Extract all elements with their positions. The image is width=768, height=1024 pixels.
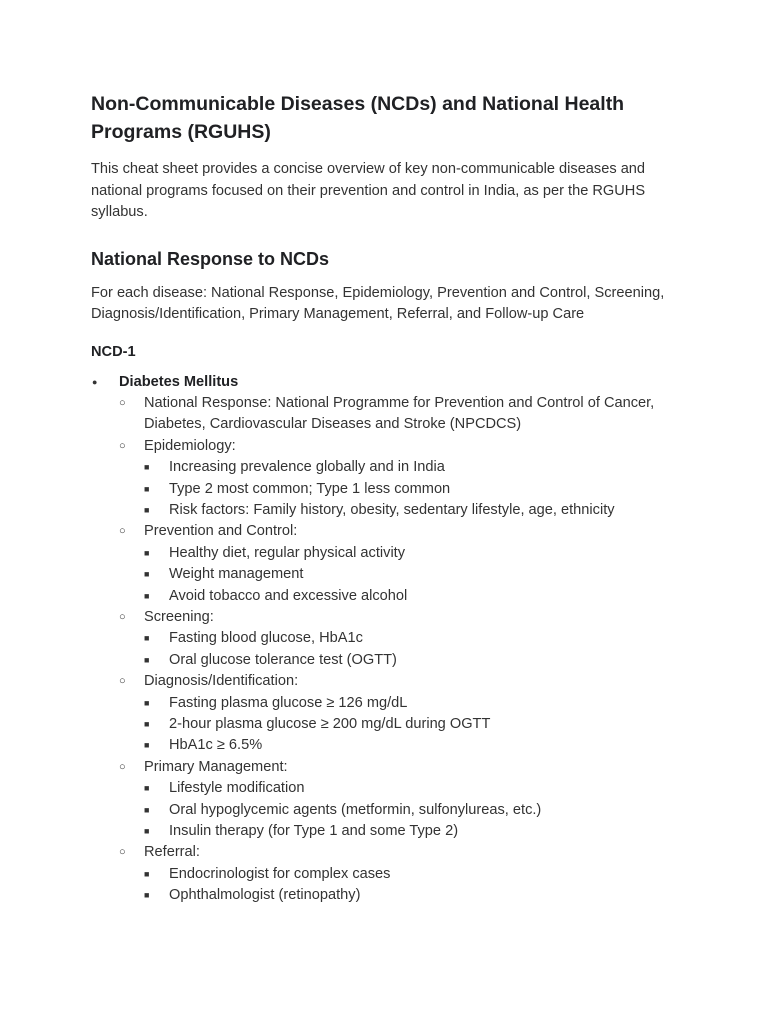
list-item: ■ Weight management [144, 564, 691, 585]
bullet-icon [91, 372, 116, 393]
list-item: ■ Avoid tobacco and excessive alcohol [144, 586, 691, 607]
list-item: ■ Oral glucose tolerance test (OGTT) [144, 650, 691, 671]
square-bullet-icon [144, 628, 169, 649]
circle-bullet-icon [119, 842, 144, 863]
square-bullet-icon [144, 735, 169, 756]
detail-label: Diagnosis/Identification: [144, 673, 299, 690]
square-bullet-icon [144, 864, 169, 885]
list-item: ■ Oral hypoglycemic agents (metformin, sulfonylureas, etc.) [144, 800, 691, 821]
list-item: ■ Insulin therapy (for Type 1 and some Type 2) [144, 821, 691, 842]
detail-screening [119, 607, 691, 671]
detail-national-response [119, 393, 691, 436]
square-bullet-icon [144, 564, 169, 585]
square-bullet-icon [144, 885, 169, 906]
list-item: ■ Fasting plasma glucose ≥ 126 mg/dL [144, 693, 691, 714]
square-bullet-icon [144, 586, 169, 607]
document-title: Non-Communicable Diseases (NCDs) and National Health Programs (RGUHS) [91, 93, 625, 143]
square-bullet-icon [144, 479, 169, 500]
document-page [91, 90, 691, 907]
list-item: ■ 2-hour plasma glucose ≥ 200 mg/dL during OGTT [144, 714, 691, 735]
circle-bullet-icon [119, 393, 144, 414]
square-bullet-icon [144, 821, 169, 842]
disease-details [119, 393, 691, 907]
list-item: ■ HbA1c ≥ 6.5% [144, 735, 691, 756]
square-bullet-icon [144, 500, 169, 521]
detail-label: Primary Management: [144, 758, 288, 775]
intro-paragraph: This cheat sheet provides a concise overview of key non-communicable diseases and national programs focused on their prevention and control in India, as per the RGUHS syllabus. [91, 161, 646, 220]
list-item: ■ Endocrinologist for complex cases [144, 864, 691, 885]
circle-bullet-icon [119, 671, 144, 692]
square-bullet-icon [144, 778, 169, 799]
detail-prevention [119, 521, 691, 607]
detail-referral [119, 842, 691, 906]
detail-label: Epidemiology: [144, 437, 236, 454]
disease-list [91, 372, 691, 907]
circle-bullet-icon [119, 757, 144, 778]
detail-label: Prevention and Control: [144, 523, 298, 540]
list-item: ■ Type 2 most common; Type 1 less common [144, 479, 691, 500]
list-item: ■ Lifestyle modification [144, 778, 691, 799]
list-item: ■ Healthy diet, regular physical activity [144, 543, 691, 564]
detail-label: Screening: [144, 608, 214, 625]
square-bullet-icon [144, 714, 169, 735]
list-item: ■ Risk factors: Family history, obesity, sedentary lifestyle, age, ethnicity [144, 500, 691, 521]
square-bullet-icon [144, 457, 169, 478]
detail-management [119, 757, 691, 843]
square-bullet-icon [144, 650, 169, 671]
square-bullet-icon [144, 800, 169, 821]
list-item: ■ Fasting blood glucose, HbA1c [144, 628, 691, 649]
detail-label: Referral: [144, 844, 200, 861]
disease-name: Diabetes Mellitus [119, 373, 239, 390]
list-item: ■ Increasing prevalence globally and in India [144, 457, 691, 478]
subsection-label: NCD-1 [91, 343, 136, 360]
detail-epidemiology [119, 436, 691, 522]
section-lead-paragraph: For each disease: National Response, Epidemiology, Prevention and Control, Screening, Diagnosis/Identification, Primary Management, Referral, and Follow-up Care [91, 284, 665, 322]
list-item-diabetes [91, 372, 691, 907]
square-bullet-icon [144, 543, 169, 564]
circle-bullet-icon [119, 521, 144, 542]
list-item: ■ Ophthalmologist (retinopathy) [144, 885, 691, 906]
section-heading: National Response to NCDs [91, 248, 330, 269]
circle-bullet-icon [119, 436, 144, 457]
circle-bullet-icon [119, 607, 144, 628]
detail-diagnosis [119, 671, 691, 757]
detail-text: National Response: National Programme for Prevention and Control of Cancer, Diabetes, Cardiovascular Diseases and Stroke (NPCDCS) [144, 394, 655, 433]
square-bullet-icon [144, 693, 169, 714]
